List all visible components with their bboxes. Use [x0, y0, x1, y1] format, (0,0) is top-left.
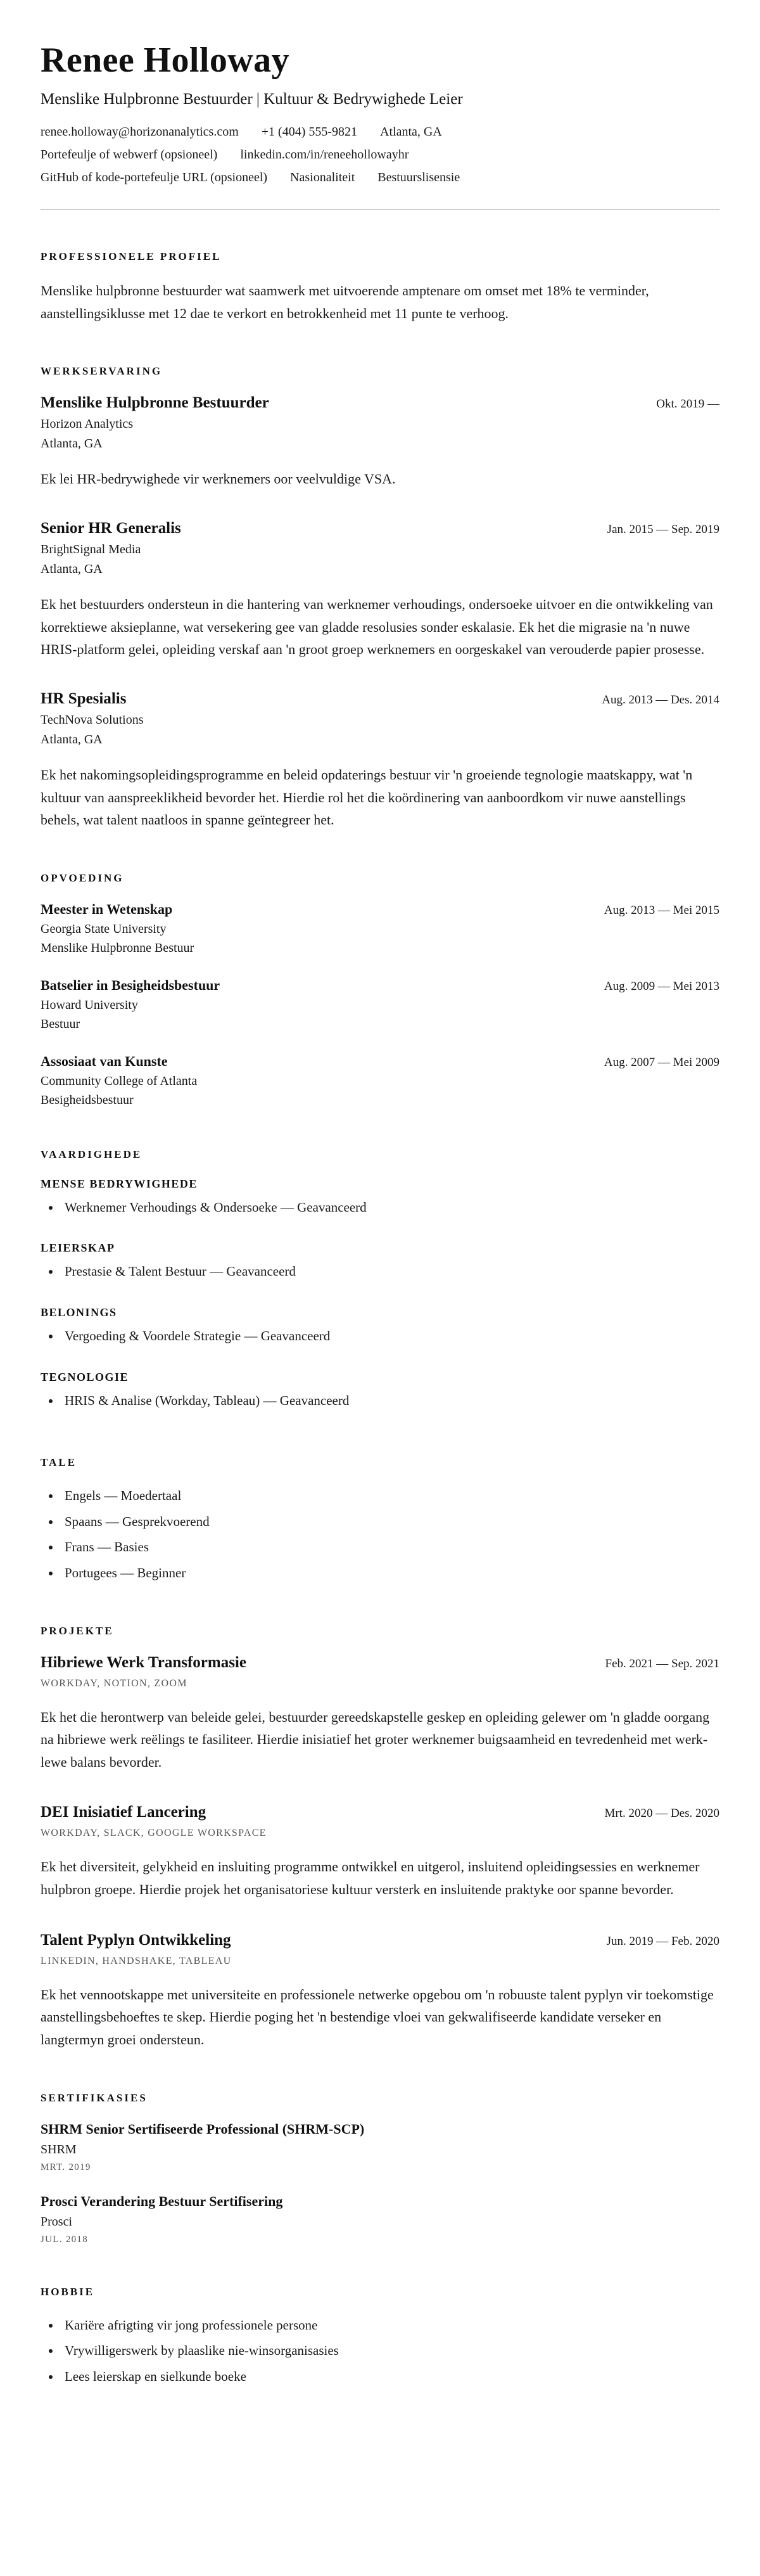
certification-entry: [41, 2193, 719, 2245]
language-list: [41, 1485, 719, 1584]
contact-item: linkedin.com/in/reneehollowayhr: [240, 148, 409, 162]
contact-row: [41, 125, 719, 139]
skills-list: [41, 1177, 719, 1416]
section-heading-hobbies: HOBBIE: [41, 2285, 95, 2298]
education-entry: [41, 1053, 719, 1108]
section-languages: [41, 1456, 719, 1584]
education-entry: [41, 977, 719, 1032]
section-education: [41, 872, 719, 1108]
project-entry: [41, 1654, 719, 1774]
job-location: Atlanta, GA: [41, 437, 103, 451]
resume-header: [41, 39, 719, 210]
job-company: TechNova Solutions: [41, 712, 144, 727]
project-list: [41, 1654, 719, 2051]
job-company: BrightSignal Media: [41, 542, 141, 557]
section-skills: [41, 1148, 719, 1416]
education-entry-head: [41, 1053, 719, 1070]
certification-issuer: SHRM: [41, 2142, 77, 2156]
section-heading-skills: VAARDIGHEDE: [41, 1148, 142, 1160]
contact-item: Nasionaliteit: [290, 170, 355, 185]
certification-date: JUL. 2018: [41, 2234, 89, 2245]
skill-category: [41, 1177, 719, 1223]
project-title: Talent Pyplyn Ontwikkeling: [41, 1931, 231, 1949]
skill-category: [41, 1306, 719, 1352]
contact-row: [41, 170, 719, 185]
education-degree: Assosiaat van Kunste: [41, 1053, 168, 1069]
skill-category-name: LEIERSKAP: [41, 1241, 115, 1255]
education-degree: Meester in Wetenskap: [41, 900, 173, 917]
job-entry: [41, 690, 719, 831]
section-heading-profile: PROFESSIONELE PROFIEL: [41, 250, 222, 263]
project-tools: LINKEDIN, HANDSHAKE, TABLEAU: [41, 1955, 232, 1966]
project-description: Ek het diversiteit, gelykheid en insluiting programme ontwikkel en uitgerol, insluitend opleidingsessies en werknemer hulpbron groepe. Hierdie projek het organisatoriese kultuur versterk en insluitende praktyke oor spanne bevorder.: [41, 1859, 700, 1898]
job-description: Ek het bestuurders ondersteun in die hantering van werknemer verhoudings, ondersoeke uitvoer en die ontwikkeling van korrektiewe aksieplanne, wat versekering gee van gladde resolusies sonder eskalasie. Ek het die migrasie na 'n nuwe HRIS-platform gelei, opleiding verskaf aan 'n groot groep werknemers en oorgeskakel van verouderde papier prosesse.: [41, 596, 713, 658]
contact-item: Atlanta, GA: [380, 125, 442, 139]
job-entry-head: [41, 520, 719, 537]
certification-name: SHRM Senior Sertifiseerde Professional (SHRM-SCP): [41, 2120, 365, 2137]
project-entry: [41, 1804, 719, 1900]
job-dates: Aug. 2013 — Des. 2014: [602, 693, 719, 707]
education-school: Georgia State University: [41, 921, 167, 936]
skill-item: • HRIS & Analise (Workday, Tableau) — Geavanceerd: [61, 1390, 719, 1412]
contact-row: [41, 148, 719, 162]
skill-item: • Werknemer Verhoudings & Ondersoeke — Geavanceerd: [61, 1197, 719, 1219]
job-description: Ek lei HR-bedrywighede vir werknemers oor veelvuldige VSA.: [41, 471, 396, 487]
skill-item-list: [41, 1197, 719, 1219]
skill-category-name: BELONINGS: [41, 1306, 117, 1319]
project-entry-head: [41, 1804, 719, 1821]
project-title: Hibriewe Werk Transformasie: [41, 1653, 246, 1671]
project-entry: [41, 1932, 719, 2051]
skill-category-name: TEGNOLOGIE: [41, 1370, 129, 1383]
language-item: • Frans — Basies: [61, 1537, 719, 1558]
job-entry: [41, 394, 719, 490]
project-dates: Mrt. 2020 — Des. 2020: [604, 1807, 719, 1821]
certification-entry: [41, 2121, 719, 2173]
job-entry-head: [41, 690, 719, 708]
job-description: Ek het nakomingsopleidingsprogramme en beleid opdaterings bestuur vir 'n groeiende tegnologie maatskappy, wat 'n kultuur van aanspreeklikheid bevorder het. Hierdie rol het die koördinering van aanboordkom vir nuwe aanstellings behels, wat talent naatloos in spanne geïntegreer het.: [41, 766, 693, 828]
section-experience: [41, 365, 719, 831]
project-description: Ek het vennootskappe met universiteite en professionele netwerke opgebou om 'n robuuste talent pyplyn vir toekomstige aanstellingsbehoeftes te skep. Hierdie poging het 'n bestendige vloei van gekwalifiseerde kandidate verseker en langtermyn groei ondersteun.: [41, 1986, 714, 2047]
profile-text: Menslike hulpbronne bestuurder wat saamwerk met uitvoerende amptenare om omset met 18% te verminder, aanstellingsiklusse met 12 dae te verkort en betrokkenheid met 11 punte te verhoog.: [41, 283, 649, 321]
education-field: Besigheidsbestuur: [41, 1093, 134, 1107]
skill-category: [41, 1371, 719, 1416]
job-company: Horizon Analytics: [41, 417, 134, 432]
job-dates: Jan. 2015 — Sep. 2019: [607, 523, 719, 537]
hobby-list: [41, 2315, 719, 2388]
skill-category: [41, 1241, 719, 1287]
project-dates: Jun. 2019 — Feb. 2020: [606, 1934, 719, 1948]
contact-item: GitHub of kode-portefeulje URL (opsioneel): [41, 170, 268, 185]
person-title: Menslike Hulpbronne Bestuurder | Kultuur & Bedrywighede Leier: [41, 91, 463, 108]
education-dates: Aug. 2013 — Mei 2015: [604, 903, 719, 917]
education-school: Community College of Atlanta: [41, 1073, 198, 1088]
education-dates: Aug. 2009 — Mei 2013: [604, 979, 719, 993]
language-item: • Engels — Moedertaal: [61, 1485, 719, 1507]
section-projects: [41, 1625, 719, 2051]
hobby-item: • Vrywilligerswerk by plaaslike nie-winsorganisasies: [61, 2340, 719, 2362]
project-dates: Feb. 2021 — Sep. 2021: [605, 1656, 719, 1670]
certification-list: [41, 2121, 719, 2245]
skill-category-name: MENSE BEDRYWIGHEDE: [41, 1177, 198, 1190]
section-certifications: [41, 2092, 719, 2245]
section-heading-experience: WERKSERVARING: [41, 365, 163, 378]
job-title: Senior HR Generalis: [41, 520, 181, 537]
education-degree: Batselier in Besigheidsbestuur: [41, 977, 220, 993]
contact-item: +1 (404) 555-9821: [261, 125, 358, 139]
job-list: [41, 394, 719, 831]
certification-date: MRT. 2019: [41, 2162, 91, 2172]
education-dates: Aug. 2007 — Mei 2009: [604, 1055, 719, 1069]
project-entry-head: [41, 1932, 719, 1949]
section-heading-languages: TALE: [41, 1456, 77, 1469]
section-hobbies: [41, 2286, 719, 2388]
person-name: Renee Holloway: [41, 41, 289, 80]
project-title: DEI Inisiatief Lancering: [41, 1804, 206, 1821]
skill-item-list: [41, 1390, 719, 1412]
job-entry: [41, 520, 719, 661]
section-heading-education: OPVOEDING: [41, 871, 124, 884]
project-entry-head: [41, 1654, 719, 1672]
language-item: • Portugees — Beginner: [61, 1563, 719, 1584]
contact-info: [41, 125, 719, 185]
contact-item: Portefeulje of webwerf (opsioneel): [41, 148, 218, 162]
skill-item-list: [41, 1261, 719, 1283]
education-entry-head: [41, 901, 719, 918]
education-entry-head: [41, 977, 719, 994]
skill-item: • Vergoeding & Voordele Strategie — Geavanceerd: [61, 1326, 719, 1347]
hobby-item: • Kariëre afrigting vir jong professionele persone: [61, 2315, 719, 2336]
contact-item: renee.holloway@horizonanalytics.com: [41, 125, 239, 139]
education-entry: [41, 901, 719, 956]
contact-item: Bestuurslisensie: [377, 170, 460, 185]
header-divider: [41, 209, 719, 210]
job-entry-head: [41, 394, 719, 412]
skill-item-list: [41, 1326, 719, 1347]
education-list: [41, 901, 719, 1108]
job-title: Menslike Hulpbronne Bestuurder: [41, 394, 269, 412]
skill-item: • Prestasie & Talent Bestuur — Geavanceerd: [61, 1261, 719, 1283]
education-school: Howard University: [41, 997, 138, 1012]
section-profile: [41, 250, 719, 324]
certification-name: Prosci Verandering Bestuur Sertifisering: [41, 2193, 283, 2209]
project-description: Ek het die herontwerp van beleide gelei, bestuurder gereedskapstelle geskep en opleiding gelewer om 'n gladde oorgang na hibriewe werk reëlings te fasiliteer. Hierdie inisiatief het groter werknemer buigsaamheid en tevredenheid met werk-lewe balans bevorder.: [41, 1708, 710, 1770]
education-field: Menslike Hulpbronne Bestuur: [41, 940, 194, 955]
language-item: • Spaans — Gesprekvoerend: [61, 1511, 719, 1533]
project-tools: WORKDAY, SLACK, GOOGLE WORKSPACE: [41, 1828, 267, 1839]
certification-issuer: Prosci: [41, 2214, 72, 2229]
education-field: Bestuur: [41, 1016, 80, 1031]
project-tools: WORKDAY, NOTION, ZOOM: [41, 1677, 187, 1689]
section-heading-projects: PROJEKTE: [41, 1624, 114, 1637]
job-location: Atlanta, GA: [41, 732, 103, 747]
job-dates: Okt. 2019 —: [656, 397, 719, 411]
section-heading-certifications: SERTIFIKASIES: [41, 2091, 148, 2104]
job-title: HR Spesialis: [41, 689, 127, 707]
job-location: Atlanta, GA: [41, 562, 103, 577]
hobby-item: • Lees leierskap en sielkunde boeke: [61, 2366, 719, 2388]
